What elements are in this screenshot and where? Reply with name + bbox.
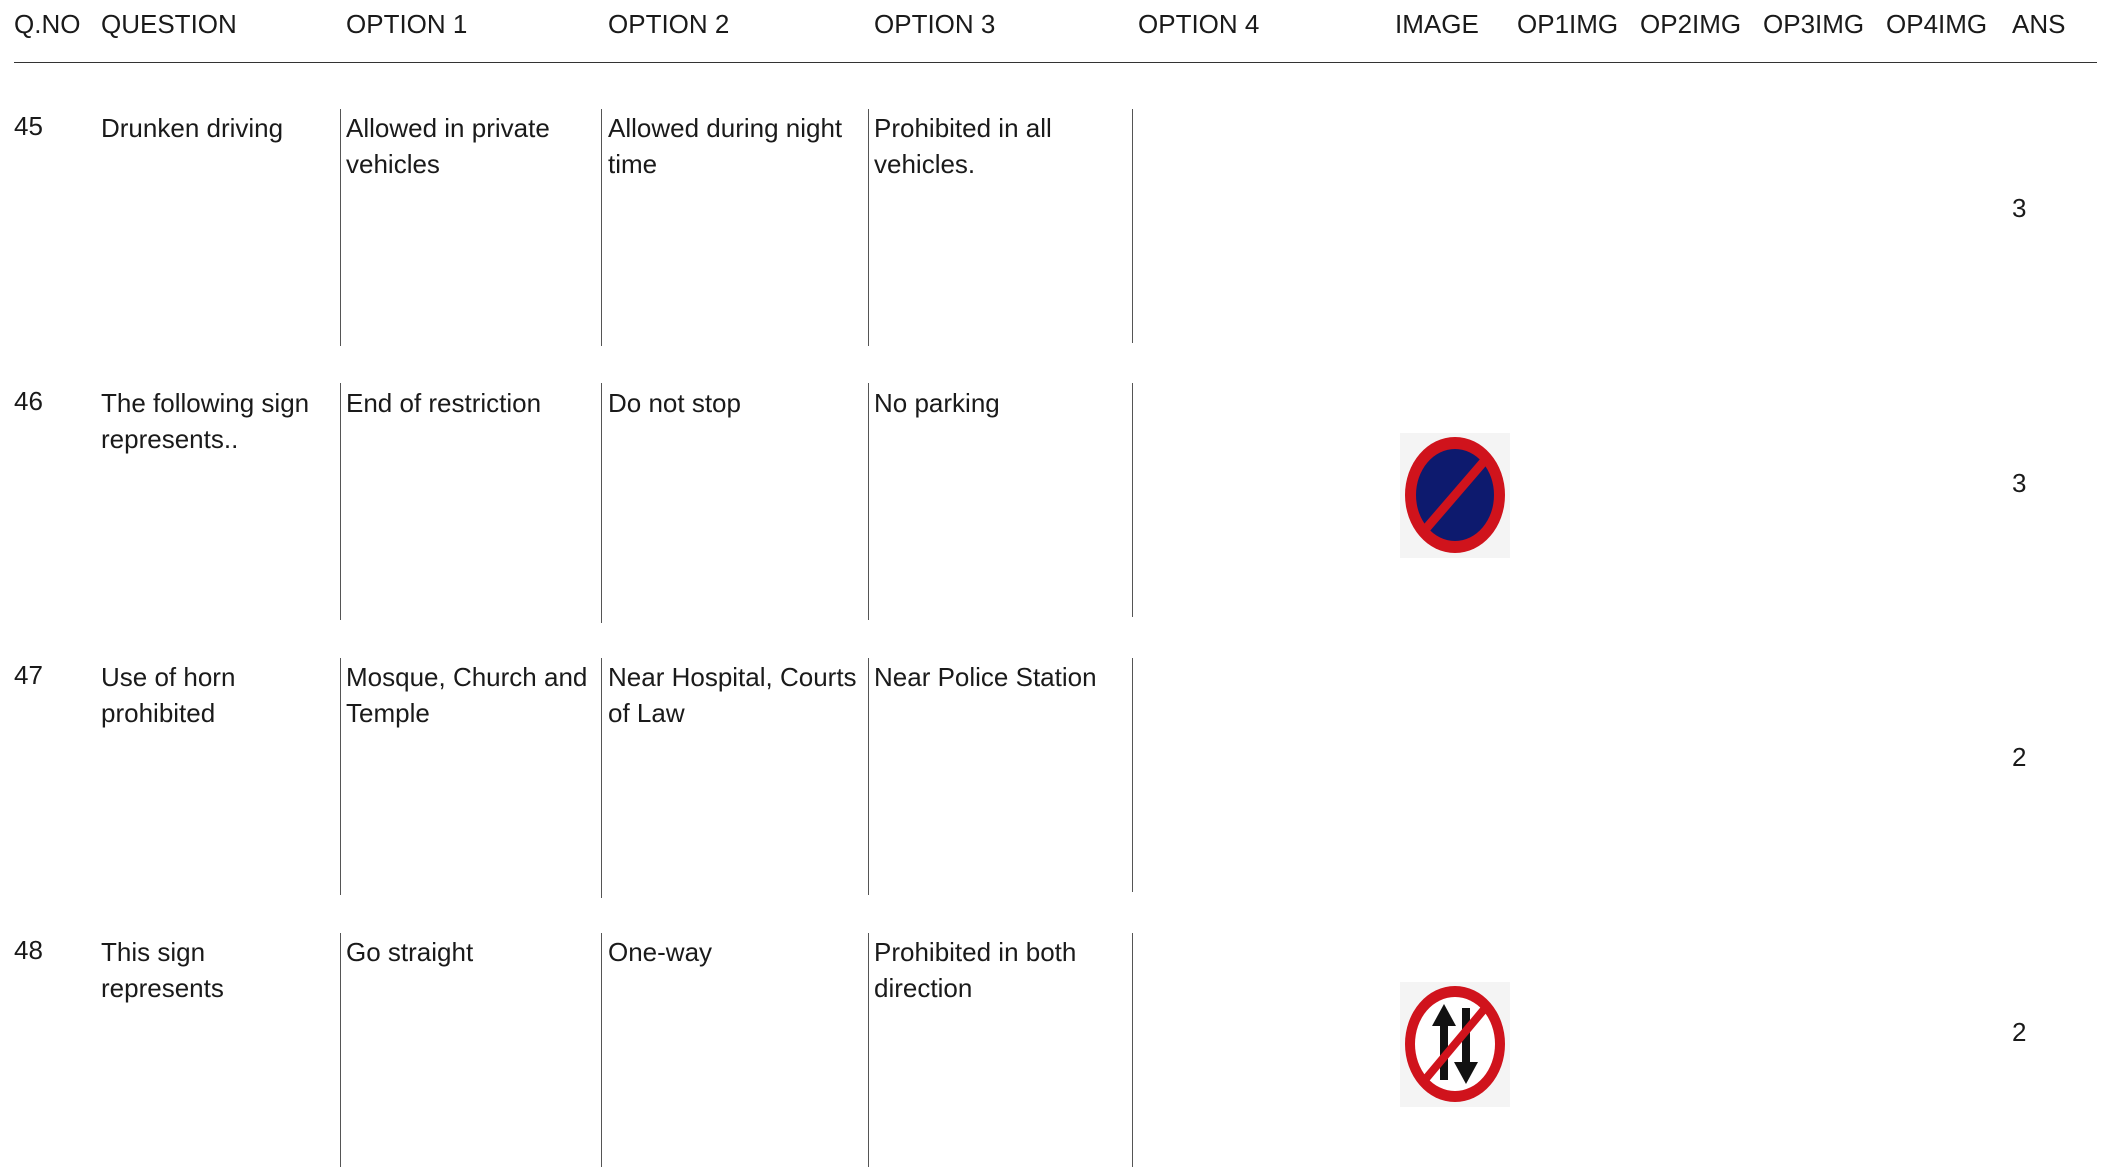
row-option1: End of restriction xyxy=(346,388,542,418)
row-question: The following sign represents.. xyxy=(101,388,310,454)
row-qno: 45 xyxy=(14,111,43,141)
cell-divider xyxy=(340,383,341,620)
header-op4img: OP4IMG xyxy=(1886,9,1988,39)
cell-divider xyxy=(340,109,341,346)
row-option3: Near Police Station xyxy=(874,662,1097,692)
header-divider xyxy=(14,62,2097,63)
header-op2img: OP2IMG xyxy=(1640,9,1742,39)
cell-divider xyxy=(1132,383,1133,617)
cell-divider xyxy=(601,933,602,1167)
row-option3: Prohibited in both direction xyxy=(874,937,1077,1003)
header-option3: OPTION 3 xyxy=(874,9,996,39)
cell-divider xyxy=(868,658,869,895)
row-option2: Near Hospital, Courts of Law xyxy=(608,662,857,728)
row-option1: Go straight xyxy=(346,937,474,967)
no-entry-both-directions-sign-icon xyxy=(1400,982,1510,1107)
row-question: Use of horn prohibited xyxy=(101,662,236,728)
header-ans: ANS xyxy=(2012,9,2066,39)
cell-divider xyxy=(868,933,869,1167)
row-ans: 2 xyxy=(2012,1017,2027,1047)
header-option4: OPTION 4 xyxy=(1138,9,1260,39)
header-qno: Q.NO xyxy=(14,9,81,39)
header-question: QUESTION xyxy=(101,9,237,39)
row-option2: One-way xyxy=(608,937,713,967)
row-option3: Prohibited in all vehicles. xyxy=(874,113,1052,179)
row-ans: 3 xyxy=(2012,468,2027,498)
row-qno: 48 xyxy=(14,935,43,965)
row-option2: Allowed during night time xyxy=(608,113,843,179)
row-option3: No parking xyxy=(874,388,1000,418)
cell-divider xyxy=(601,383,602,623)
cell-divider xyxy=(601,109,602,346)
cell-divider xyxy=(868,109,869,346)
header-image: IMAGE xyxy=(1395,9,1479,39)
cell-divider xyxy=(1132,658,1133,892)
header-option2: OPTION 2 xyxy=(608,9,730,39)
header-op3img: OP3IMG xyxy=(1763,9,1865,39)
cell-divider xyxy=(340,658,341,895)
cell-divider xyxy=(1132,109,1133,343)
row-question: Drunken driving xyxy=(101,113,284,143)
row-option2: Do not stop xyxy=(608,388,741,418)
no-parking-sign-icon xyxy=(1400,433,1510,558)
row-option1: Mosque, Church and Temple xyxy=(346,662,588,728)
cell-divider xyxy=(1132,933,1133,1167)
row-qno: 46 xyxy=(14,386,43,416)
cell-divider xyxy=(340,933,341,1167)
cell-divider xyxy=(601,658,602,898)
header-option1: OPTION 1 xyxy=(346,9,468,39)
row-question: This sign represents xyxy=(101,937,224,1003)
row-option1: Allowed in private vehicles xyxy=(346,113,550,179)
row-ans: 3 xyxy=(2012,193,2027,223)
cell-divider xyxy=(868,383,869,620)
row-ans: 2 xyxy=(2012,742,2027,772)
header-op1img: OP1IMG xyxy=(1517,9,1619,39)
row-qno: 47 xyxy=(14,660,43,690)
